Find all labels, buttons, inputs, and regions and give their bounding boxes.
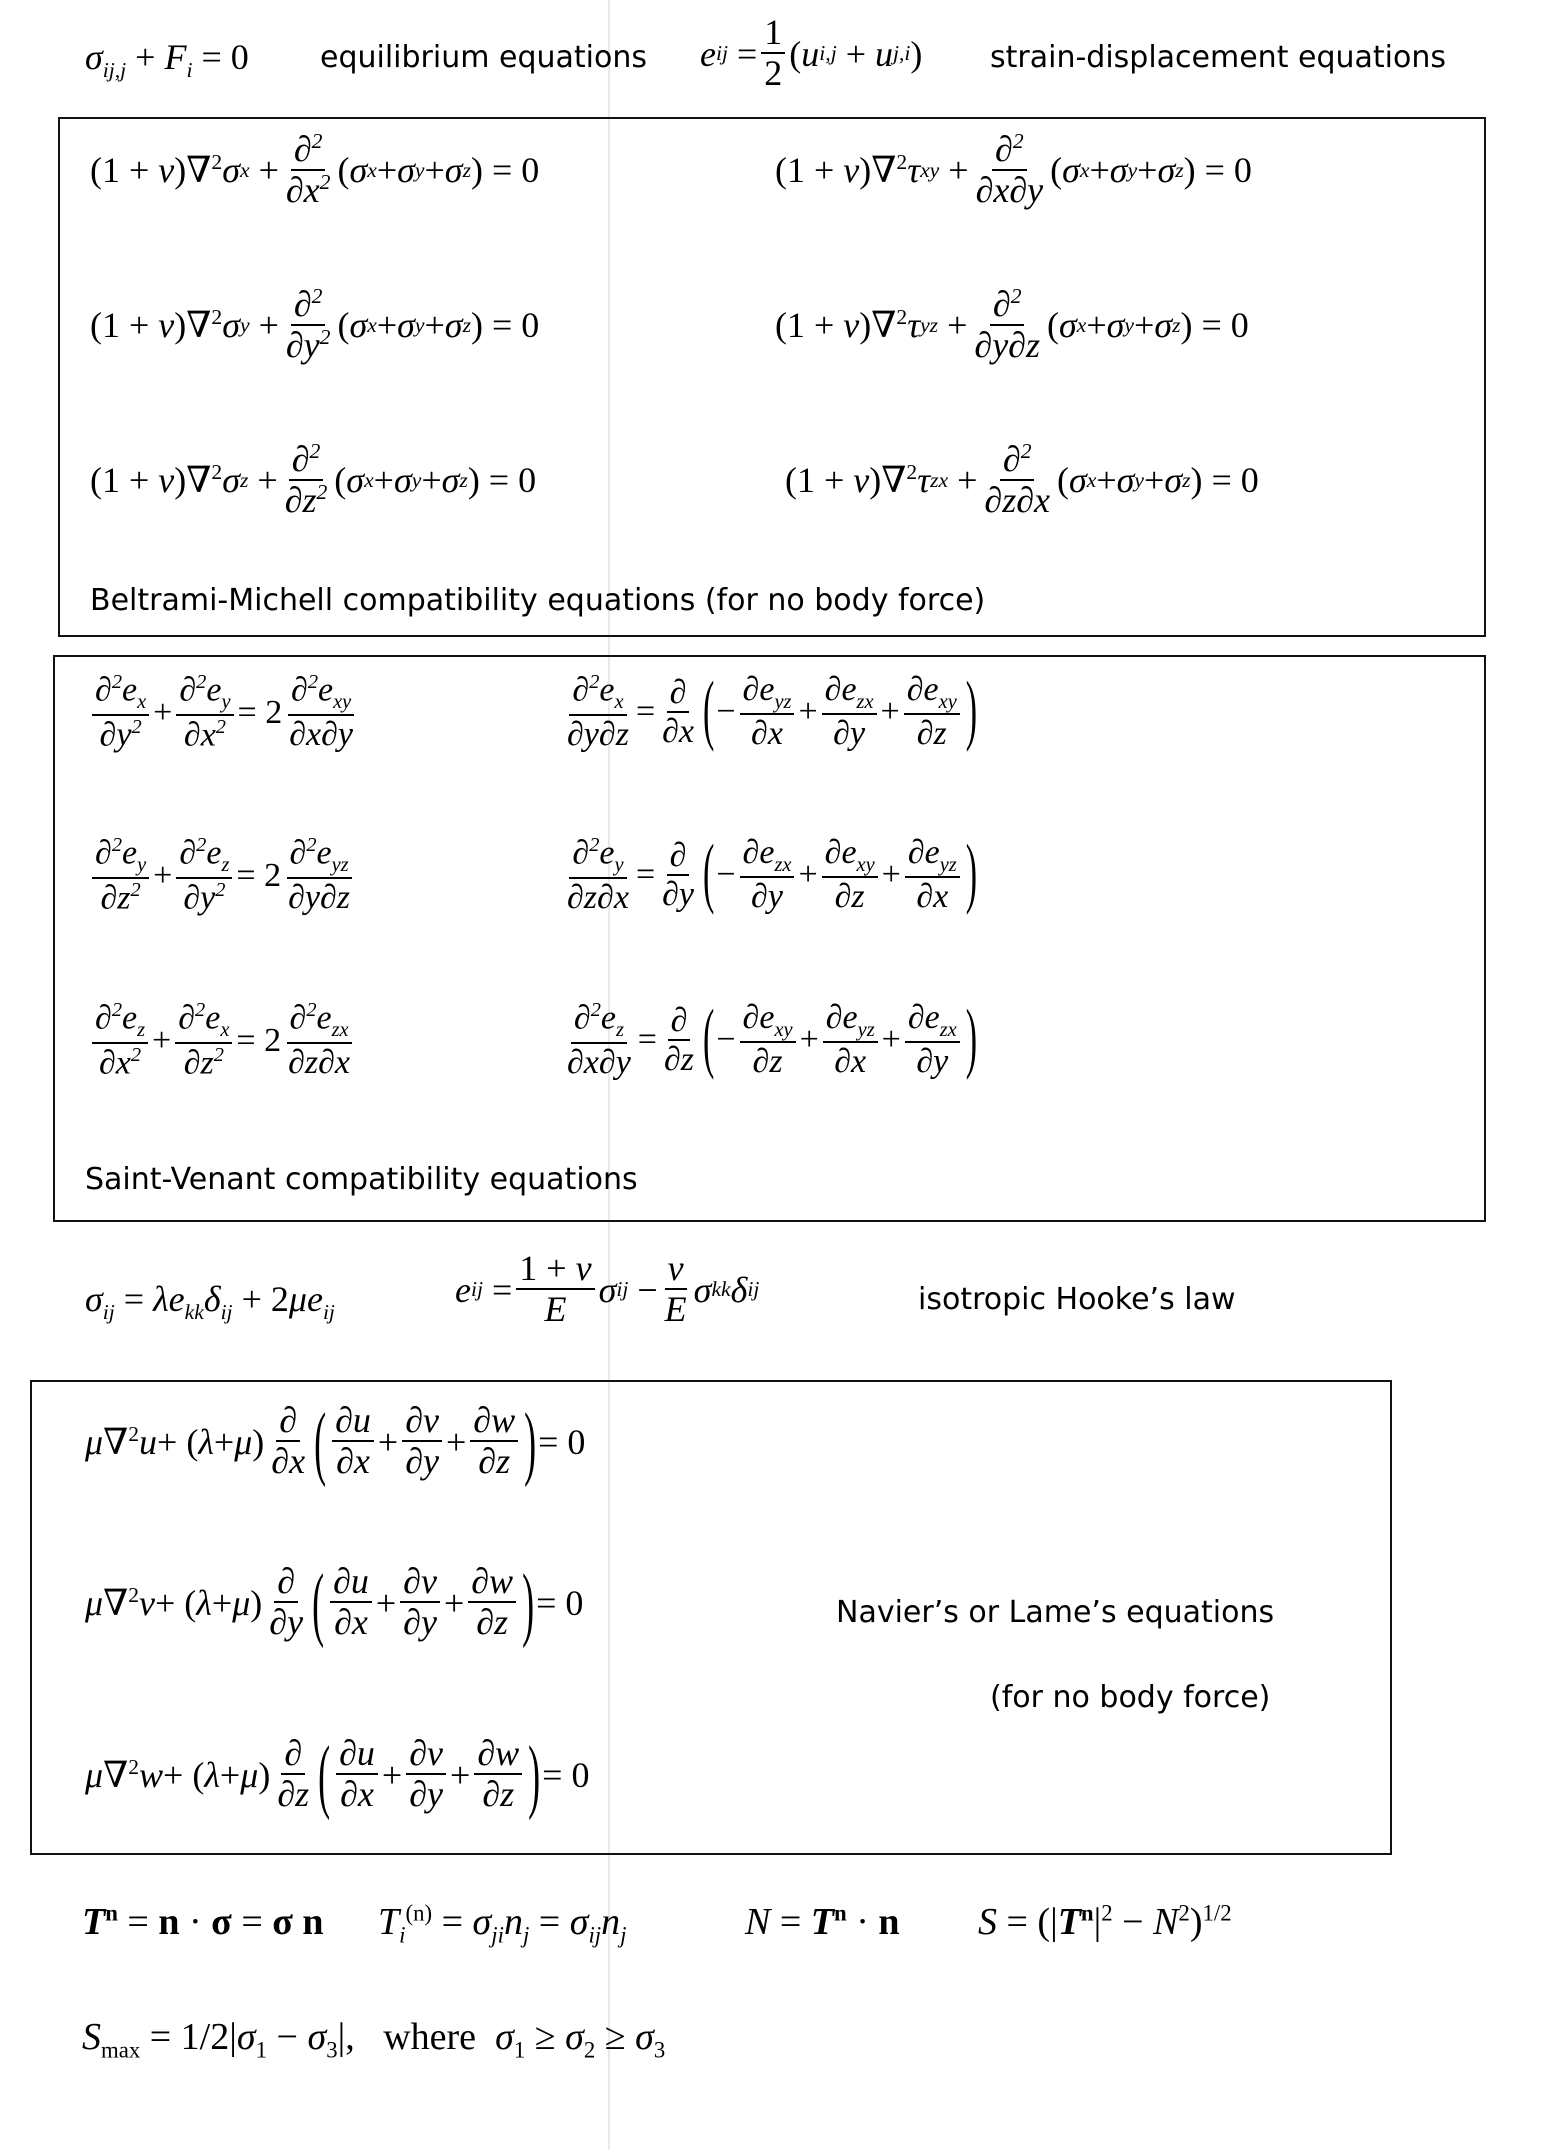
normal-traction-equation: $N = T^n \cdot n$ (745, 1900, 900, 1943)
navier-label-line2: (for no body force) (990, 1680, 1271, 1715)
traction-vector-equation: $T^n = n \cdot \sigma = \sigma$ n (82, 1900, 324, 1943)
sv-eq-3-right: $\frac{\partial^2e_z}{\partial x\partial y}$ = $\frac{\partial}{\partial z}$ ( − $\frac{\partial e_{xy}}{\partial z}$ + $\frac{\partial e_{yz}}{\partial x}$ + $\frac{\partial e_{zx}}{\partial y}$ ) (567, 996, 978, 1082)
saint-venant-caption: Saint-Venant compatibility equations (85, 1162, 638, 1197)
bm-eq-sigma-y: (1 + ν )∇$^2$ σ y + $\frac{\partial^2}{\partial y^2}$ ( σ x + σ y + σ z ) = 0 (90, 284, 540, 365)
max-shear-equation: $S_{max} = 1/2|\sigma_1 - \sigma_3|$, where $\sigma_1 \ge \sigma_2 \ge \sigma_3$ (82, 2016, 666, 2063)
sv-eq-1-left: $\frac{\partial^2e_x}{\partial y^2}$ + $\frac{\partial^2e_y}{\partial x^2}$ = 2 $\frac{\partial^2e_{xy}}{\partial x\partial y}$ (88, 672, 360, 753)
hooke-strain-equation: e ij = $\frac{1 + \nu}{E}$ σ ij − $\frac{\nu}{E}$ σ kk δ ij (455, 1248, 760, 1329)
hooke-stress-equation: $\sigma_{ij} = \lambda e_{kk}\delta_{ij} + 2\mu e_{ij}$ (85, 1279, 335, 1325)
where-word: where (383, 2016, 477, 2058)
equilibrium-equation: $\sigma_{ij,j} + F_i = 0$ (85, 37, 249, 83)
bm-eq-tau-xy: (1 + ν )∇$^2$ τ xy + $\frac{\partial^2}{\partial x\partial y}$ ( σ x + σ y + σ z ) = 0 (775, 129, 1252, 210)
bm-eq-sigma-x: (1 + ν )∇$^2$ σ x + $\frac{\partial^2}{\partial x^2}$ ( σ x + σ y + σ z ) = 0 (90, 129, 540, 210)
sv-eq-2-left: $\frac{\partial^2e_y}{\partial z^2}$ + $\frac{\partial^2e_z}{\partial y^2}$ = 2 $\frac{\partial^2e_{yz}}{\partial y\partial z}$ (88, 835, 357, 916)
equilibrium-label: equilibrium equations (320, 40, 647, 75)
navier-label-line1: Navier’s or Lame’s equations (836, 1595, 1275, 1630)
strain-displacement-equation: e ij = $\frac{1}{2}$ ( u i,j + u j,i ) (700, 12, 923, 93)
hooke-label: isotropic Hooke’s law (918, 1282, 1236, 1317)
sv-eq-2-right: $\frac{\partial^2e_y}{\partial z\partial x}$ = $\frac{\partial}{\partial y}$ ( − $\frac{\partial e_{zx}}{\partial y}$ + $\frac{\partial e_{xy}}{\partial z}$ + $\frac{\partial e_{yz}}{\partial x}$ ) (567, 831, 978, 917)
shear-traction-equation: $S = (|T^n|^2 - N^2)^{1/2}$ (978, 1900, 1232, 1943)
strain-displacement-label: strain-displacement equations (990, 40, 1446, 75)
bm-eq-tau-zx: (1 + ν )∇$^2$ τ zx + $\frac{\partial^2}{\partial z\partial x}$ ( σ x + σ y + σ z ) = 0 (785, 439, 1259, 520)
bm-eq-sigma-z: (1 + ν )∇$^2$ σ z + $\frac{\partial^2}{\partial z^2}$ ( σ x + σ y + σ z ) = 0 (90, 439, 537, 520)
navier-eq-v: μ ∇$^2$ v + ( λ + μ ) $\frac{\partial}{\partial y}$ ( $\frac{\partial u}{\partial x}$ + $\frac{\partial v}{\partial y}$ + $\frac{\partial w}{\partial z}$ ) = 0 (85, 1556, 584, 1649)
sv-eq-1-right: $\frac{\partial^2e_x}{\partial y\partial z}$ = $\frac{\partial}{\partial x}$ ( − $\frac{\partial e_{yz}}{\partial x}$ + $\frac{\partial e_{zx}}{\partial y}$ + $\frac{\partial e_{xy}}{\partial z}$ ) (567, 668, 978, 754)
navier-eq-u: μ ∇$^2$ u + ( λ + μ ) $\frac{\partial}{\partial x}$ ( $\frac{\partial u}{\partial x}$ + $\frac{\partial v}{\partial y}$ + $\frac{\partial w}{\partial z}$ ) = 0 (85, 1395, 586, 1488)
traction-component-equation: $T_i^{(n)} = \sigma_{ji}n_j = \sigma_{ij}n_j$ (378, 1900, 627, 1948)
bm-eq-tau-yz: (1 + ν )∇$^2$ τ yz + $\frac{\partial^2}{\partial y\partial z}$ ( σ x + σ y + σ z ) = 0 (775, 284, 1249, 365)
navier-eq-w: μ ∇$^2$ w + ( λ + μ ) $\frac{\partial}{\partial z}$ ( $\frac{\partial u}{\partial x}$ + $\frac{\partial v}{\partial y}$ + $\frac{\partial w}{\partial z}$ ) = 0 (85, 1728, 590, 1821)
beltrami-michell-caption: Beltrami-Michell compatibility equations (for no body force) (90, 583, 986, 618)
sv-eq-3-left: $\frac{\partial^2e_z}{\partial x^2}$ + $\frac{\partial^2e_x}{\partial z^2}$ = 2 $\frac{\partial^2e_{zx}}{\partial z\partial x}$ (88, 1000, 357, 1081)
